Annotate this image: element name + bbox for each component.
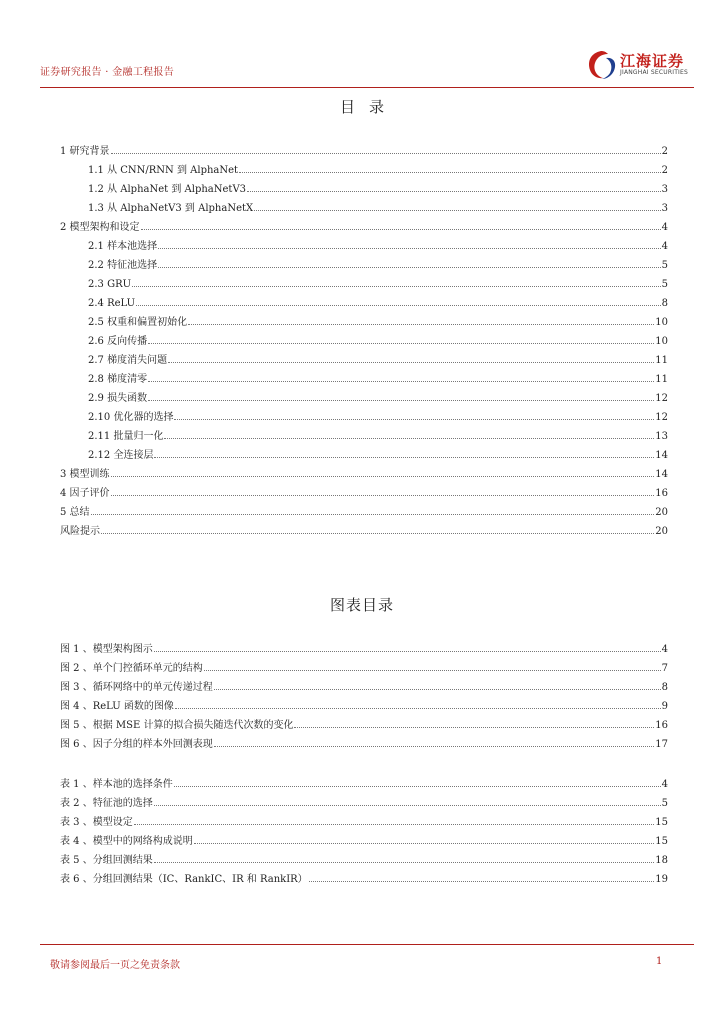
toc-entry[interactable]: 2.7 梯度消失问题 11 xyxy=(88,355,668,366)
toc-entry[interactable]: 2 模型架构和设定 4 xyxy=(60,222,668,233)
toc-entry[interactable]: 1 研究背景 2 xyxy=(60,146,668,157)
logo-text: 江海证券 xyxy=(620,52,685,70)
toc-entry[interactable]: 风险提示 20 xyxy=(60,526,668,537)
toc-entry[interactable]: 2.8 梯度清零 11 xyxy=(88,374,668,385)
logo-subtext: JIANGHAI SECURITIES xyxy=(620,69,689,76)
toc-entry[interactable]: 5 总结 20 xyxy=(60,507,668,518)
toc-entry[interactable]: 2.11 批量归一化 13 xyxy=(88,431,668,442)
header-divider xyxy=(40,87,694,88)
figure-entry[interactable]: 图 2 、单个门控循环单元的结构 7 xyxy=(60,663,668,674)
toc-entry[interactable]: 2.5 权重和偏置初始化 10 xyxy=(88,317,668,328)
toc-entry[interactable]: 2.1 样本池选择 4 xyxy=(88,241,668,252)
toc-entry[interactable]: 2.9 损失函数 12 xyxy=(88,393,668,404)
toc-title: 目录 xyxy=(339,98,398,116)
table-entry[interactable]: 表 5 、分组回测结果 18 xyxy=(60,855,668,866)
company-logo xyxy=(584,48,694,82)
logo-emblem-icon xyxy=(584,48,618,82)
toc-entry[interactable]: 2.12 全连接层 14 xyxy=(88,450,668,461)
toc-entry[interactable]: 2.10 优化器的选择 12 xyxy=(88,412,668,423)
toc-entry[interactable]: 3 模型训练 14 xyxy=(60,469,668,480)
table-entry[interactable]: 表 2 、特征池的选择 5 xyxy=(60,798,668,809)
figure-entry[interactable]: 图 4 、ReLU 函数的图像 9 xyxy=(60,701,668,712)
figures-title: 图表目录 xyxy=(329,596,394,614)
toc-entry[interactable]: 1.2 从 AlphaNet 到 AlphaNetV3 3 xyxy=(88,184,668,195)
figure-entry[interactable]: 图 1 、模型架构图示 4 xyxy=(60,644,668,655)
table-entry[interactable]: 表 4 、模型中的网络构成说明 15 xyxy=(60,836,668,847)
figure-entry[interactable]: 图 3 、循环网络中的单元传递过程 8 xyxy=(60,682,668,693)
table-entry[interactable]: 表 3 、模型设定 15 xyxy=(60,817,668,828)
toc-entry[interactable]: 2.3 GRU 5 xyxy=(88,279,668,290)
figure-entry[interactable]: 图 5 、根据 MSE 计算的拟合损失随迭代次数的变化 16 xyxy=(60,720,668,731)
figure-entry[interactable]: 图 6 、因子分组的样本外回测表现 17 xyxy=(60,739,668,750)
page-number: 1 xyxy=(656,956,663,967)
footer-divider xyxy=(40,944,694,945)
toc-entry[interactable]: 2.2 特征池选择 5 xyxy=(88,260,668,271)
toc-entry[interactable]: 2.6 反向传播 10 xyxy=(88,336,668,347)
table-entry[interactable]: 表 6 、分组回测结果（IC、RankIC、IR 和 RankIR） 19 xyxy=(60,874,668,885)
footer-disclaimer: 敬请参阅最后一页之免责条款 xyxy=(50,960,180,971)
table-entry[interactable]: 表 1 、样本池的选择条件 4 xyxy=(60,779,668,790)
toc-entry[interactable]: 1.3 从 AlphaNetV3 到 AlphaNetX 3 xyxy=(88,203,668,214)
toc-entry[interactable]: 4 因子评价 16 xyxy=(60,488,668,499)
report-category: 证券研究报告 · 金融工程报告 xyxy=(40,67,175,78)
toc-entry[interactable]: 2.4 ReLU 8 xyxy=(88,298,668,309)
toc-entry[interactable]: 1.1 从 CNN/RNN 到 AlphaNet 2 xyxy=(88,165,668,176)
